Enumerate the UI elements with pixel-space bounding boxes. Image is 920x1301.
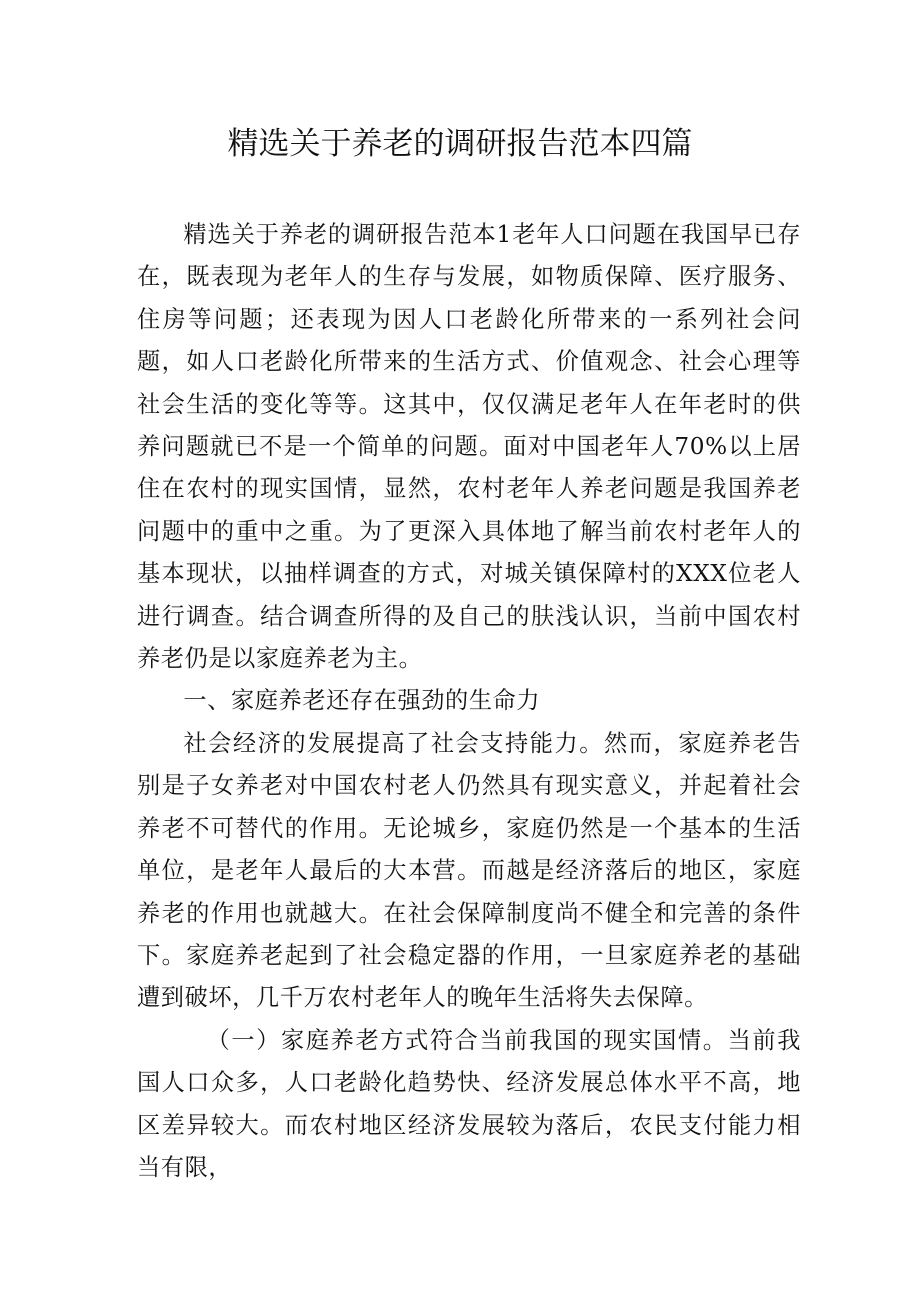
section-heading-1: 一、家庭养老还存在强劲的生命力 xyxy=(183,687,541,715)
document-title: 精选关于养老的调研报告范本四篇 xyxy=(227,126,693,162)
paragraph-intro: 精选关于养老的调研报告范本1老年人口问题在我国早已存在，既表现为老年人的生存与发展，如物质保障、医疗服务、住房等问题；还表现为因人口老龄化所带来的一系列社会问题，如人口老龄化所带来的生活方式、价值观念、社会心理等社会生活的变化等等。这其中，仅仅满足老年人在年老时的供养问题就已不是一个简单的问题。面对中国老年人70%以上居住在农村的现实国情，显然，农村老年人养老问题是我国养老问题中的重中之重。为了更深入具体地了解当前农村老年人的基本现状，以抽样调查的方式，对城关镇保障村的XXX位老人进行调查。结合调查所得的及自己的肤浅认识，当前中国农村养老仍是以家庭养老为主。 xyxy=(137,221,801,673)
document-body xyxy=(137,214,801,1189)
paragraph-section-1: 社会经济的发展提高了社会支持能力。然而，家庭养老告别是子女养老对中国农村老人仍然具有现实意义，并起着社会养老不可替代的作用。无论城乡，家庭仍然是一个基本的生活单位，是老年人最后的大本营。而越是经济落后的地区，家庭养老的作用也就越大。在社会保障制度尚不健全和完善的条件下。家庭养老起到了社会稳定器的作用，一旦家庭养老的基础遭到破坏，几千万农村老年人的晚年生活将失去保障。 xyxy=(137,729,801,1012)
paragraph-subsection-1: （一）家庭养老方式符合当前我国的现实国情。当前我国人口众多，人口老龄化趋势快、经济发展总体水平不高，地区差异较大。而农村地区经济发展较为落后，农民支付能力相当有限， xyxy=(137,1026,801,1181)
